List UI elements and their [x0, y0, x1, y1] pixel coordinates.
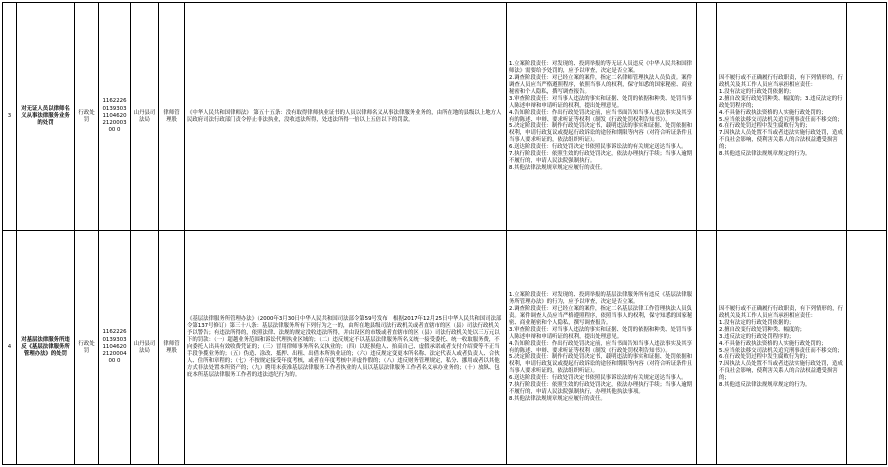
accountability-item: 3.违反法定的行政处罚程序的；	[719, 333, 795, 340]
item-name: 对无证人员以律师名义从事法律服务业务的处罚	[17, 3, 75, 231]
duty-item: 6.送达阶段责任：行政处罚决定书依照民事诉讼法的有关规定送达当事人。	[509, 375, 687, 382]
empty-cell	[697, 231, 717, 465]
table-row	[3, 3, 887, 231]
accountability-item: 8.其他违反法律法规规章规定的行为。	[719, 151, 811, 158]
accountability-item: 5.应当依法移交司法机关追究刑事责任而不移交的；	[719, 116, 843, 123]
accountability-items	[717, 231, 847, 465]
empty-cell	[847, 231, 887, 465]
accountability-item: 8.其他违反法律法规规章规定的行为。	[719, 382, 811, 389]
accountability-item: 4.不具备行政执法资格的人实施行政处罚的；	[719, 109, 827, 116]
responsible-department: 律师管理股	[159, 3, 185, 231]
implementing-subject: 山丹县司法局	[131, 231, 159, 465]
accountability-item: 6.在行政处罚过程中发生腐败行为的；	[719, 354, 811, 361]
accountability-item: 2.擅自改变行政处罚种类、幅度的；	[719, 326, 806, 333]
accountability-items	[717, 3, 847, 231]
duty-item: 1.立案阶段责任：对发现的、投到举报的基层法律服务所有违反《基层法律服务所管理办法》的行为，应予以审查，决定是否立案。	[509, 292, 693, 306]
power-list-table	[2, 2, 887, 465]
row-seq: 3	[3, 3, 17, 231]
duty-item: 4.告知阶段责任：作出行政处罚决定前，应当书面告知当事人违法事实及其享有的陈述、申辩、要求听证等权利（制发《行政处罚权利告知书》）。	[509, 340, 693, 354]
accountability-item: 2.擅自改变行政处罚种类、幅度的；3.违反法定的行政处罚程序的；	[719, 95, 843, 109]
item-name: 对基层法律服务所违反《基层法律服务所管理办法》的处罚	[17, 231, 75, 465]
accountability-item: 1.没有法定的行政处罚依据的；	[719, 319, 795, 326]
duty-item: 7.执行阶段责任：依照生效的行政处罚决定，依法办理执行手续；当事人逾期不履行的，申请人民法院强制执行，办理其他执法事项。	[509, 382, 693, 395]
item-type: 行政处罚	[75, 3, 99, 231]
duty-item: 8.其他法律法规规章规定应履行的责任。	[509, 395, 606, 402]
duty-item: 5.决定阶段责任：制作行政处罚决定书，载明违法的事实和证据、处罚依据和权利，申请行政复议或提起行政诉讼的途径和期限等内容（对符合听证条件且当事人要求听证的，依法组织听证）。	[509, 123, 693, 144]
accountability-item: 7.因执法人员处置不当或者违法实施行政处罚，造成不良社会影响，使利害关系人的合法权益遭受损害的；	[719, 130, 843, 151]
item-code	[99, 231, 131, 465]
accountability-item: 5.应当依法移交司法机关追究刑事责任而不移交的；	[719, 347, 843, 354]
table-row	[3, 231, 887, 465]
duty-item: 3.审查阶段责任：对当事人违法的事实和证据、处罚的依据和种类、处罚当事人陈述申辩和申请听证的权利，提出处理意见。	[509, 326, 693, 340]
item-code-text: 116222601393031104620212000300 0	[102, 98, 127, 134]
responsibility-items	[507, 231, 697, 465]
accountability-item: 6.在行政处罚过程中发生腐败行为的；	[719, 123, 811, 130]
duty-item: 5.决定阶段责任：制作行政处罚决定书，载明违法的事实和证据、处罚依据和权利，申请行政复议或提起行政诉讼的途径和期限等内容（对符合听证条件且当事人要求听证的，依法组织听证）。	[509, 354, 693, 375]
duty-item: 1.立案阶段责任：对发现的、投到举报的等无证人员违反《中华人民共和国律师法》需要给予处罚的，应予以审查，决定是否立案。	[509, 61, 693, 75]
duty-item: 4.告知阶段责任：作出行政处罚决定前，应当书面告知当事人违法事实及其享有的陈述、申辩、要求听证等权利（制发《行政处罚权利告知书》）。	[509, 109, 693, 123]
item-code	[99, 3, 131, 231]
duty-item: 2.调查阶段责任：对已经立案的案件，指定二名基层法律工作管理执法人员负责。案件调查人员应当严格遵照程序，依照当事人的权利，保守知悉的国家秘密、商业秘密和个人隐私，撰写调查报告。	[509, 306, 693, 326]
duty-item: 7.执行阶段责任：依照生效的行政处罚决定，依法办理执行手续；当事人逾期不履行的，申请人民法院强制执行。	[509, 151, 693, 164]
legal-basis: 《中华人民共和国律师法》 第五十五条：没有取得律师执业证书的人员以律师名义从事法律服务业务的，由所在地的县级以上地方人民政府司法行政部门责令停止非法执业，没收违法所得，处违法所得一倍以上五倍以下的罚款。	[185, 3, 507, 231]
accountability-item: 7.因执法人员处置不当或者违法实施行政处罚，造成不良社会影响，使利害关系人的合法权益遭受损害的；	[719, 361, 843, 382]
responsible-department: 律师管理股	[159, 231, 185, 465]
accountability-item: 因不履行或不正确履行行政职责，有下列情形的，行政机关及其工作人员应当承担相应责任：	[719, 306, 843, 319]
empty-cell	[847, 3, 887, 231]
duty-item: 2.调查阶段责任：对已经立案的案件，指定二名律师管理执法人员负责。案件调查人员应当严格遵照程序，依照当事人的权利，保守知悉的国家秘密、商业秘密和个人隐私，撰写调查报告。	[509, 75, 693, 95]
duty-item: 8.其他法律法规规章规定应履行的责任。	[509, 164, 606, 171]
implementing-subject: 山丹县司法局	[131, 3, 159, 231]
empty-cell	[697, 3, 717, 231]
item-code-text: 116222601393031104620212000400 0	[102, 329, 127, 365]
accountability-item: 因不履行或不正确履行行政职责，有下列情形的，行政机关及其工作人员应当承担相应责任：	[719, 75, 843, 88]
item-type: 行政处罚	[75, 231, 99, 465]
legal-basis: 《基层法律服务所管理办法》（2000年3月30日中华人民共和国司法部令第59号发布 根据2017年12月25日中华人民共和国司法部令第137号修订）第三十八条：基层法律服务所有下列行为之一的，由所在地县级司法行政机关或者直辖市的区（县）司法行政机关予以警告；有违法所得的，依照法律、法规的规定没收违法所得，并由设区的市级或者直辖市的区（县）司法行政机关处以三万元以下的罚款：（一）超越业务范围和诉讼代理执业区域的；（二）违反规定不以基层法律服务所名义统一接受委托、统一收取服务费，不向委托人出具有效收费凭证的；（三）冒用律师事务所名义执业的；（四）以贬损他人、抬高自己、虚假承诺或者支付介绍费等不正当手段争揽业务的；（五）伪造、涂改、抵押、出租、出借本所执业证的；（六）违反规定变更本所名称、法定代表人或者负责人、合伙人、住所和章程的；（七）不按规定接受年度考核，或者在年度考核中弄虚作假的；（八）违反财务管理规定，私分、挪用或者以其他方式非法处置本所资产的；（九）聘用未获准基层法律服务工作者执业的人员以基层法律服务工作者名义承办业务的；（十）放纵、包庇本所基层法律服务工作者的违法违纪行为的。	[185, 231, 507, 465]
duty-item: 3.审查阶段责任：对当事人违法的事实和证据、处罚的依据和种类、处罚当事人陈述申辩和申请听证的权利，提出处理意见。	[509, 95, 693, 109]
accountability-item: 1.没有法定的行政处罚依据的；	[719, 88, 795, 95]
responsibility-items	[507, 3, 697, 231]
accountability-item: 4.不具备行政执法资格的人实施行政处罚的；	[719, 340, 827, 347]
row-seq: 4	[3, 231, 17, 465]
duty-item: 6.送达阶段责任：行政处罚决定书依照民事诉讼法的有关规定送达当事人。	[509, 144, 687, 151]
